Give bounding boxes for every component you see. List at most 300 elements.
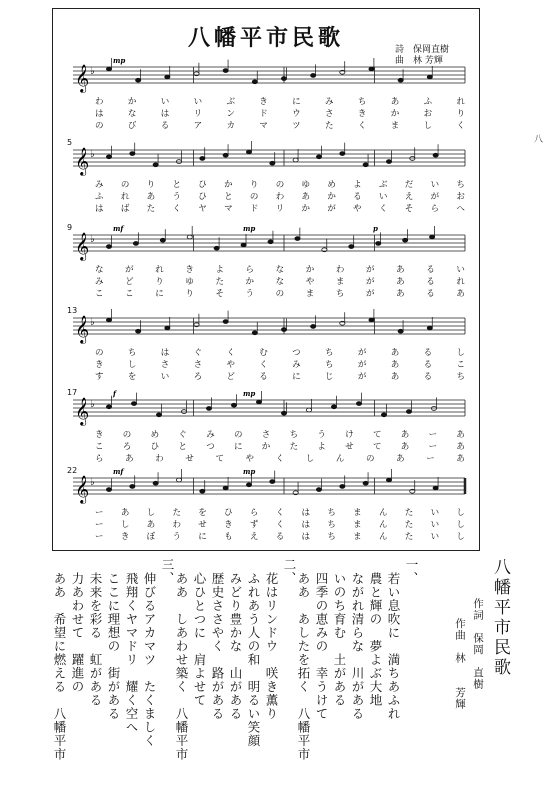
lyric-syllable: の <box>365 454 375 464</box>
note-head <box>316 488 321 492</box>
staff <box>73 144 465 174</box>
note-head <box>410 157 415 161</box>
lyric-syllable: く <box>275 520 285 530</box>
lyric-syllable: ひ <box>224 508 233 518</box>
lyric-syllable: ン <box>226 109 235 119</box>
lyric-syllable: が <box>357 348 367 358</box>
lyric-syllable: ぐ <box>193 348 203 358</box>
verse-line: 四季の恵みの 幸うけて <box>314 572 329 721</box>
lyric-syllable: は <box>301 508 311 518</box>
note-head <box>398 329 403 333</box>
flat-key-icon: ♭ <box>90 477 95 488</box>
verse-line: 若い息吹に 満ちあふれ <box>386 572 401 721</box>
music-system <box>67 138 465 214</box>
lyric-syllable: ち <box>325 360 334 370</box>
measure-number: 17 <box>67 388 78 397</box>
lyric-syllable: い <box>430 520 440 530</box>
lyric-syllable: せ <box>185 454 194 464</box>
lyric-line <box>95 178 465 190</box>
lyric-syllable: く <box>275 508 285 518</box>
lyric-syllable: や <box>353 204 362 214</box>
lyric-line <box>95 287 465 299</box>
note-head <box>363 163 368 167</box>
note-head <box>268 240 273 244</box>
lyric-syllable: そ <box>215 289 224 299</box>
lyric-syllable: ぶ <box>378 180 388 190</box>
lyric-syllable: こ <box>456 360 465 370</box>
lyric-syllable: て <box>372 430 382 440</box>
lyric-syllable: し <box>305 454 315 464</box>
lyric-syllable: た <box>404 520 414 530</box>
note-head <box>153 481 158 485</box>
lyric-syllable: ま <box>305 289 315 299</box>
lyric-syllable: く <box>275 454 285 464</box>
lyric-syllable: ー <box>95 532 104 542</box>
lyric-syllable: ん <box>378 508 388 518</box>
note-head <box>281 328 286 332</box>
flat-key-icon: ♭ <box>90 66 95 77</box>
lyric-syllable: た <box>404 508 414 518</box>
measure-number: 13 <box>67 306 78 315</box>
lyric-syllable: き <box>259 97 268 107</box>
note-head <box>106 67 111 71</box>
lyric-syllable: が <box>327 204 336 214</box>
lyric-syllable: の <box>233 430 243 440</box>
lyric-syllable: つ <box>292 348 301 358</box>
lyric-syllable: た <box>289 442 299 452</box>
staff <box>73 56 465 92</box>
lyric-syllable: あ <box>146 192 156 202</box>
lyric-syllable: あ <box>456 454 465 464</box>
lyric-syllable: あ <box>456 442 465 452</box>
lyric-syllable: さ <box>261 430 271 440</box>
note-head <box>295 237 300 241</box>
lyric-syllable: あ <box>400 430 410 440</box>
lyric-syllable: ひ <box>198 192 207 202</box>
lyric-syllable: き <box>120 532 130 542</box>
verse-line: みどり豊かな 山がある <box>228 572 243 721</box>
lyric-syllable: の <box>95 348 104 358</box>
lyric-syllable: し <box>456 520 465 530</box>
lyric-syllable: び <box>127 121 137 131</box>
lyric-syllable: な <box>95 265 104 275</box>
note-head <box>340 152 345 156</box>
lyric-syllable: わ <box>172 520 181 530</box>
lyric-syllable: ち <box>127 348 137 358</box>
lyric-syllable: は <box>301 520 311 530</box>
note-head <box>176 478 181 482</box>
note-head <box>431 407 436 411</box>
lyric-syllable: あ <box>396 277 405 287</box>
lyric-syllable: め <box>327 180 336 190</box>
verse-line: ああ しあわせ築く 八幡平市 <box>174 572 189 761</box>
lyric-syllable: ど <box>226 372 235 382</box>
note-head <box>381 413 386 417</box>
lyric-syllable: れ <box>456 277 465 287</box>
note-head <box>181 410 186 414</box>
lyric-syllable: が <box>365 289 375 299</box>
lyric-syllable: る <box>426 289 435 299</box>
lyric-syllable: な <box>275 277 285 287</box>
lyric-syllable: わ <box>95 97 104 107</box>
lyric-syllable: み <box>95 180 104 190</box>
lyric-syllable: ち <box>289 430 299 440</box>
treble-clef-icon: 𝄞 <box>75 147 90 175</box>
lyric-syllable: ひ <box>150 442 160 452</box>
verse-line: ふれあう人の和 明るい笑顔 <box>246 572 261 748</box>
lyric-line <box>95 440 465 452</box>
lyric-syllable: に <box>292 372 301 382</box>
note-head <box>206 407 211 411</box>
lyric-syllable: あ <box>120 508 130 518</box>
note-head <box>223 153 228 157</box>
verse-line: いのち育む 土がある <box>332 572 347 707</box>
lyric-line <box>95 530 465 542</box>
treble-clef-icon: 𝄞 <box>75 232 90 260</box>
lyric-syllable: も <box>224 532 233 542</box>
lyric-syllable: ド <box>259 109 268 119</box>
note-head <box>252 331 257 335</box>
lyric-syllable: り <box>155 277 164 287</box>
lyric-line <box>95 346 465 358</box>
note-head <box>106 245 111 249</box>
lyric-syllable: こ <box>125 289 134 299</box>
lyric-syllable: る <box>423 372 433 382</box>
note-head <box>427 326 432 330</box>
lyric-syllable: が <box>357 372 367 382</box>
dynamic-marking: mp <box>243 467 256 476</box>
note-head <box>106 155 111 159</box>
lyric-line <box>95 370 465 382</box>
lyricist-credit: 詩 保岡直樹 <box>394 45 449 55</box>
lyric-syllable: ー <box>428 442 438 452</box>
note-head <box>131 402 136 406</box>
lyric-syllable: ち <box>327 532 336 542</box>
lyric-syllable: あ <box>456 430 465 440</box>
lyric-syllable: ゆ <box>185 277 194 287</box>
lyric-syllable: さ <box>193 360 203 370</box>
lyric-syllable: し <box>456 348 465 358</box>
lyric-syllable: ら <box>95 454 104 464</box>
note-head <box>376 242 381 246</box>
lyric-syllable: ー <box>428 430 438 440</box>
lyric-syllable: れ <box>120 192 130 202</box>
lyric-syllable: い <box>193 97 203 107</box>
edge-mark: 八 <box>534 135 544 145</box>
lyric-syllable: う <box>172 532 181 542</box>
note-head <box>398 78 403 82</box>
dynamic-marking: mf <box>113 224 124 233</box>
lyric-syllable: し <box>127 360 137 370</box>
note-head <box>200 157 205 161</box>
lyric-syllable: り <box>456 109 465 119</box>
note-head <box>130 152 135 156</box>
lyric-syllable: り <box>146 180 156 190</box>
lyric-syllable: あ <box>301 192 311 202</box>
lyric-syllable: み <box>206 430 215 440</box>
note-head <box>223 320 228 324</box>
lyric-syllable: お <box>423 109 433 119</box>
lyric-syllable: え <box>404 192 414 202</box>
note-head <box>363 481 368 485</box>
lyric-syllable: ア <box>193 121 203 131</box>
lyric-syllable: た <box>215 277 224 287</box>
lyric-syllable: が <box>365 277 375 287</box>
lyric-line <box>95 107 465 119</box>
music-system <box>67 223 465 299</box>
lyric-syllable: と <box>172 180 181 190</box>
lyric-syllable: み <box>292 360 301 370</box>
lyric-syllable: よ <box>215 265 224 275</box>
note-head <box>270 480 275 484</box>
lyric-syllable: ま <box>353 508 362 518</box>
lyric-syllable: う <box>317 430 326 440</box>
score-title: 八幡平市民歌 <box>187 25 344 51</box>
lyric-line <box>95 428 465 440</box>
lyric-syllable: わ <box>335 265 345 275</box>
note-head <box>214 246 219 250</box>
lyric-syllable: マ <box>259 121 268 131</box>
note-head <box>160 238 165 242</box>
lyric-syllable: え <box>249 532 259 542</box>
lyric-syllable: だ <box>404 180 414 190</box>
lyric-syllable: へ <box>456 204 465 214</box>
lyric-syllable: あ <box>456 289 465 299</box>
lyrics-text-section <box>52 558 522 788</box>
lyric-syllable: う <box>245 289 255 299</box>
lyric-syllable: あ <box>390 360 400 370</box>
lyric-syllable: あ <box>146 520 156 530</box>
lyric-syllable: リ <box>193 109 203 119</box>
lyric-syllable: が <box>365 265 375 275</box>
lyric-syllable: は <box>95 109 104 119</box>
text-title: 八幡平市民歌 <box>490 558 510 678</box>
lyric-line <box>95 190 465 202</box>
note-head <box>406 410 411 414</box>
lyric-line <box>95 263 465 275</box>
verse-line: 農と輝の 夢よぶ大地 <box>368 572 383 707</box>
lyric-syllable: い <box>430 180 440 190</box>
lyric-line <box>95 452 465 464</box>
lyric-syllable: ふ <box>423 97 433 107</box>
lyric-syllable: ま <box>353 520 362 530</box>
lyric-line <box>95 275 465 287</box>
lyric-syllable: ら <box>249 508 259 518</box>
lyric-syllable: り <box>249 180 259 190</box>
lyric-syllable: あ <box>390 97 400 107</box>
verse-line: ああ あしたを拓く 八幡平市 <box>296 572 311 761</box>
lyric-syllable: か <box>327 192 336 202</box>
verse-line: 伸びるアカマツ たくましく <box>142 572 157 748</box>
music-system <box>67 466 465 542</box>
lyric-syllable: る <box>423 360 433 370</box>
lyric-syllable: て <box>372 442 382 452</box>
note-head <box>200 489 205 493</box>
lyric-syllable: る <box>275 532 285 542</box>
flat-key-icon: ♭ <box>90 399 95 410</box>
note-head <box>386 478 391 482</box>
lyric-syllable: の <box>249 192 259 202</box>
treble-clef-icon: 𝄞 <box>75 315 90 343</box>
lyric-syllable: ち <box>456 180 465 190</box>
lyric-syllable: じ <box>325 372 334 382</box>
note-head <box>153 163 158 167</box>
lyric-syllable: さ <box>160 360 170 370</box>
lyric-syllable: ゆ <box>301 180 311 190</box>
verse-number: 一、 <box>404 558 419 585</box>
note-head <box>241 243 246 247</box>
flat-key-icon: ♭ <box>90 149 95 160</box>
lyric-syllable: や <box>245 454 255 464</box>
lyric-syllable: お <box>456 192 465 202</box>
lyric-syllable: ば <box>120 204 130 214</box>
verse-line: 心ひとつに 肩よせて <box>192 572 207 707</box>
note-head <box>246 483 251 487</box>
note-head <box>106 488 111 492</box>
note-head <box>433 486 438 490</box>
note-head <box>252 80 257 84</box>
lyric-syllable: ら <box>430 204 440 214</box>
lyric-syllable: さ <box>325 109 334 119</box>
lyric-syllable: に <box>292 97 301 107</box>
lyric-syllable: ぶ <box>226 97 235 107</box>
lyric-syllable: に <box>198 532 207 542</box>
verse-line: ああ 希望に燃える 八幡平市 <box>52 572 67 761</box>
lyric-syllable: を <box>198 508 207 518</box>
lyric-syllable: て <box>215 454 224 464</box>
dynamic-marking: mp <box>243 224 256 233</box>
lyric-syllable: く <box>378 204 388 214</box>
note-head <box>340 485 345 489</box>
lyric-syllable: や <box>305 277 315 287</box>
lyric-syllable: ド <box>249 204 259 214</box>
lyric-syllable: ー <box>95 508 104 518</box>
lyric-syllable: し <box>146 508 156 518</box>
lyric-syllable: み <box>325 97 334 107</box>
lyric-syllable: ち <box>335 289 345 299</box>
lyric-syllable: た <box>404 532 414 542</box>
score-frame <box>52 8 480 551</box>
dynamic-marking: mp <box>113 56 126 65</box>
lyric-syllable: ん <box>335 454 345 464</box>
lyric-syllable: う <box>172 192 181 202</box>
note-head <box>130 485 135 489</box>
lyric-line <box>95 506 465 518</box>
note-head <box>427 75 432 79</box>
treble-clef-icon: 𝄞 <box>75 64 90 92</box>
lyric-line <box>95 518 465 530</box>
lyric-syllable: き <box>95 360 104 370</box>
verse-line: ここに理想の 街がある <box>106 572 121 721</box>
lyric-syllable: く <box>456 121 465 131</box>
note-head <box>306 408 311 412</box>
note-head <box>156 413 161 417</box>
lyric-syllable: を <box>127 372 137 382</box>
lyric-syllable: き <box>357 109 367 119</box>
verse-line: 歴史ささやく 路がある <box>210 572 225 721</box>
note-head <box>165 326 170 330</box>
note-head <box>356 402 361 406</box>
lyric-syllable: わ <box>155 454 164 464</box>
lyric-syllable: き <box>224 520 233 530</box>
lyric-syllable: ち <box>357 97 367 107</box>
lyric-syllable: い <box>456 265 465 275</box>
lyric-syllable: ち <box>325 348 334 358</box>
lyric-syllable: い <box>378 192 388 202</box>
note-head <box>386 160 391 164</box>
lyric-syllable: の <box>120 180 130 190</box>
lyric-syllable: あ <box>390 372 400 382</box>
lyric-syllable: あ <box>390 348 400 358</box>
lyric-syllable: あ <box>400 442 410 452</box>
lyric-syllable: き <box>185 265 194 275</box>
staff <box>73 312 465 342</box>
lyric-syllable: あ <box>396 289 405 299</box>
lyric-syllable: ひ <box>198 180 207 190</box>
lyric-syllable: ぼ <box>146 532 156 542</box>
lyric-syllable: ま <box>353 532 362 542</box>
lyric-syllable: ど <box>125 277 134 287</box>
lyric-syllable: な <box>275 265 285 275</box>
note-head <box>187 235 192 239</box>
text-lyricist: 作詞 保岡 直樹 <box>472 598 484 690</box>
lyric-syllable: か <box>224 180 233 190</box>
note-head <box>369 67 374 71</box>
verse-number: 二、 <box>282 558 297 585</box>
verse-line: ながれ清らな 川がある <box>350 572 365 721</box>
lyric-line <box>95 119 465 131</box>
lyric-syllable: そ <box>404 204 414 214</box>
lyric-syllable: ま <box>335 277 345 287</box>
music-system <box>67 306 465 382</box>
lyric-syllable: せ <box>198 520 207 530</box>
flat-key-icon: ♭ <box>90 234 95 245</box>
lyric-syllable: ん <box>378 532 388 542</box>
lyric-syllable: る <box>259 372 268 382</box>
music-system <box>73 56 465 131</box>
lyric-syllable: る <box>160 121 170 131</box>
note-head <box>106 318 111 322</box>
lyric-syllable: や <box>226 360 235 370</box>
lyric-syllable: は <box>160 348 170 358</box>
measure-number: 9 <box>67 223 73 232</box>
lyric-syllable: い <box>430 532 440 542</box>
note-head <box>331 405 336 409</box>
lyric-syllable: し <box>423 121 433 131</box>
note-head <box>281 77 286 81</box>
lyric-syllable: ヤ <box>198 204 207 214</box>
lyric-syllable: の <box>275 289 285 299</box>
lyric-syllable: く <box>226 348 235 358</box>
lyric-syllable: た <box>172 508 181 518</box>
note-head <box>136 329 141 333</box>
lyric-syllable: い <box>430 508 440 518</box>
note-head <box>256 400 261 404</box>
lyric-syllable: よ <box>317 442 326 452</box>
lyric-syllable: ま <box>390 121 400 131</box>
note-head <box>293 158 298 162</box>
lyric-syllable: い <box>160 97 170 107</box>
lyric-syllable: み <box>95 277 104 287</box>
note-head <box>311 74 316 78</box>
lyric-syllable: か <box>305 265 315 275</box>
lyric-syllable: か <box>245 277 255 287</box>
lyric-syllable: マ <box>224 204 233 214</box>
note-head <box>223 69 228 73</box>
note-head <box>316 155 321 159</box>
note-head <box>270 161 275 165</box>
lyric-syllable: く <box>259 360 268 370</box>
